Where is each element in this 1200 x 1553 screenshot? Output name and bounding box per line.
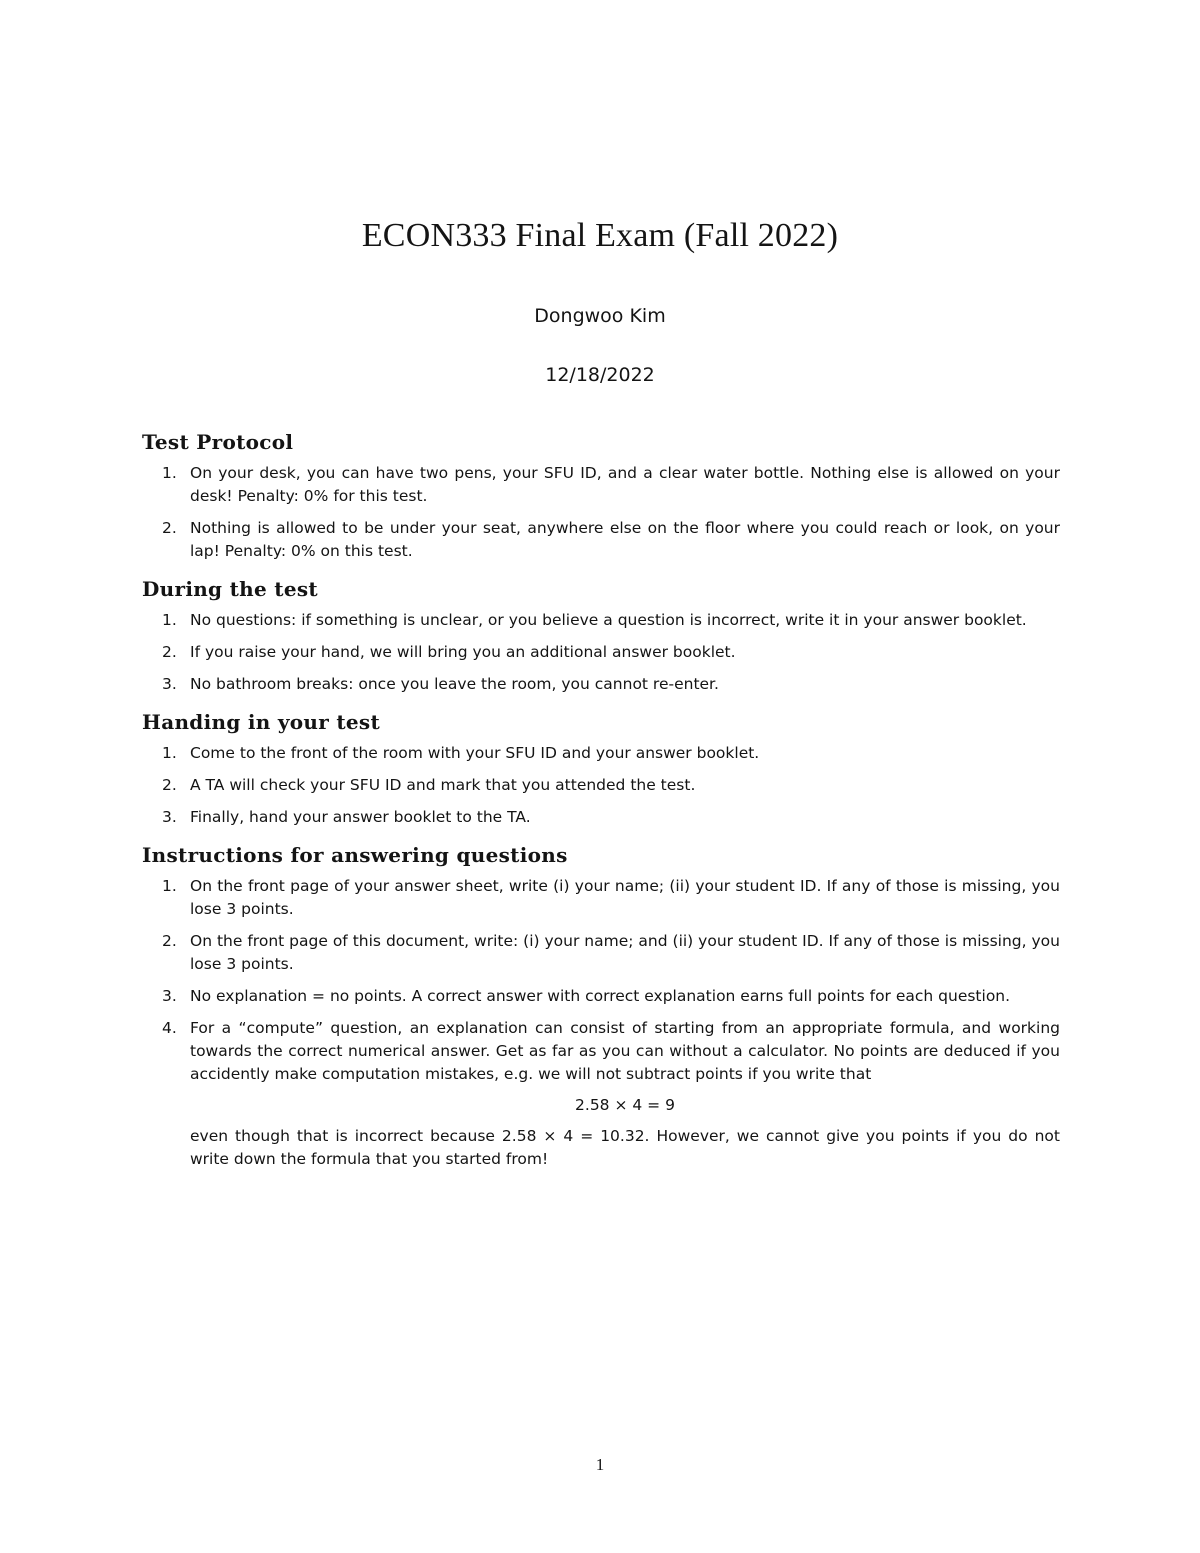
list-item bbox=[142, 930, 1060, 976]
document-date: 12/18/2022 bbox=[545, 364, 655, 386]
list-number: 1. bbox=[162, 744, 177, 762]
list-item bbox=[142, 462, 1060, 508]
list-item-text: On your desk, you can have two pens, your SFU ID, and a clear water bottle. Nothing else is allowed on your desk! Penalty: 0% for this test. bbox=[190, 464, 1060, 505]
list-item-text: If you raise your hand, we will bring you an additional answer booklet. bbox=[190, 643, 736, 661]
list-item-text: A TA will check your SFU ID and mark that you attended the test. bbox=[190, 776, 696, 794]
section-instructions bbox=[142, 841, 1060, 1171]
list-item-text: On the front page of your answer sheet, write (i) your name; (ii) your student ID. If any of those is missing, you lose 3 points. bbox=[190, 877, 1060, 918]
list-number: 2. bbox=[162, 643, 177, 661]
list-item bbox=[142, 806, 1060, 829]
section-title: Instructions for answering questions bbox=[142, 843, 568, 867]
document-body bbox=[142, 428, 1060, 1180]
section-title: Handing in your test bbox=[142, 710, 381, 734]
list-number: 2. bbox=[162, 932, 177, 950]
list-number: 3. bbox=[162, 675, 177, 693]
numbered-list bbox=[142, 462, 1060, 563]
list-item bbox=[142, 609, 1060, 632]
list-number: 3. bbox=[162, 987, 177, 1005]
page-number: 1 bbox=[595, 1455, 605, 1474]
list-item-text: No questions: if something is unclear, or you believe a question is incorrect, write it in your answer booklet. bbox=[190, 611, 1027, 629]
list-item-text: On the front page of this document, write: (i) your name; and (ii) your student ID. If any of those is missing, you lose 3 points. bbox=[190, 932, 1060, 973]
list-item-text: No bathroom breaks: once you leave the room, you cannot re-enter. bbox=[190, 675, 719, 693]
numbered-list bbox=[142, 742, 1060, 829]
list-number: 1. bbox=[162, 877, 177, 895]
section-test-protocol bbox=[142, 428, 1060, 563]
list-item-text: Finally, hand your answer booklet to the TA. bbox=[190, 808, 531, 826]
list-number: 4. bbox=[162, 1019, 177, 1037]
list-number: 3. bbox=[162, 808, 177, 826]
list-item bbox=[142, 774, 1060, 797]
list-number: 2. bbox=[162, 519, 177, 537]
list-item bbox=[142, 875, 1060, 921]
list-item-text: No explanation = no points. A correct answer with correct explanation earns full points for each question. bbox=[190, 987, 1011, 1005]
list-item-text: Nothing is allowed to be under your seat, anywhere else on the floor where you could reach or look, on your lap! Penalty: 0% on this test. bbox=[190, 519, 1060, 560]
list-item bbox=[142, 673, 1060, 696]
list-item-text-continued: even though that is incorrect because 2.58 × 4 = 10.32. However, we cannot give you points if you do not write down the formula that you started from! bbox=[190, 1127, 1060, 1168]
list-number: 2. bbox=[162, 776, 177, 794]
numbered-list bbox=[142, 609, 1060, 696]
document-title: ECON333 Final Exam (Fall 2022) bbox=[361, 217, 839, 254]
section-handing-in bbox=[142, 708, 1060, 829]
numbered-list bbox=[142, 875, 1060, 1171]
section-title: During the test bbox=[142, 577, 318, 601]
list-number: 1. bbox=[162, 464, 177, 482]
list-number: 1. bbox=[162, 611, 177, 629]
display-formula: 2.58 × 4 = 9 bbox=[575, 1096, 675, 1114]
section-title: Test Protocol bbox=[142, 430, 294, 454]
list-item bbox=[142, 1017, 1060, 1171]
list-item-text: For a “compute” question, an explanation can consist of starting from an appropriate formula, and working towards the correct numerical answer. Get as far as you can without a calculator. No points are deduced if you accidently make computation mistakes, e.g. we will not subtract points if you write that bbox=[190, 1019, 1060, 1083]
list-item bbox=[142, 641, 1060, 664]
list-item bbox=[142, 517, 1060, 563]
list-item bbox=[142, 742, 1060, 765]
document-author: Dongwoo Kim bbox=[534, 305, 666, 327]
list-item bbox=[142, 985, 1060, 1008]
list-item-text: Come to the front of the room with your SFU ID and your answer booklet. bbox=[190, 744, 760, 762]
section-during-the-test bbox=[142, 575, 1060, 696]
